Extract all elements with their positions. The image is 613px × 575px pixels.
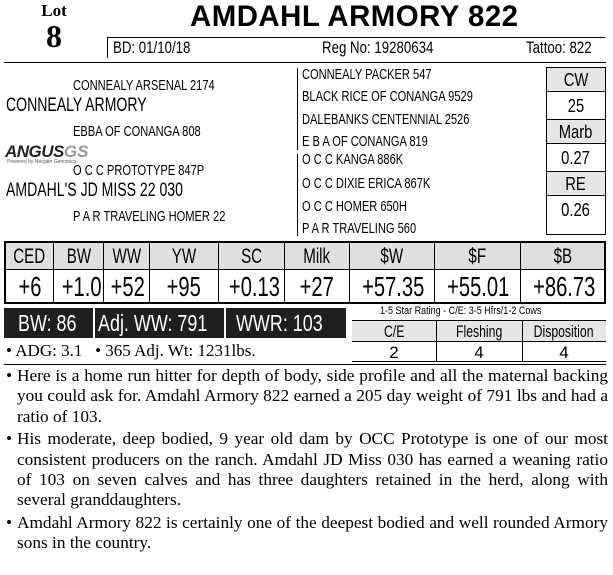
performance-bar [4,308,346,338]
adg: • ADG: 3.1 [6,341,83,360]
score-header-disposition: Disposition [522,321,606,342]
epd-header-f-index: $F [435,243,521,270]
performance-divider [224,308,226,338]
pedigree-right-2: BLACK RICE OF CONANGA 9529 [302,88,473,105]
pedigree-right-8: P A R TRAVELING 560 [302,220,417,237]
pedigree-sire-dam: EBBA OF CONANGA 808 [73,123,201,140]
carcass-marb-label: Marb [547,120,605,144]
pedigree-dam: AMDAHL'S JD MISS 22 030 [6,180,183,201]
carcass-cw-label: CW [547,68,605,92]
epd-header-ced: CED [6,243,54,270]
lot-number: 8 [46,18,62,54]
scores-table [352,320,606,362]
epd-header-sc: SC [219,243,285,270]
score-header-fleshing: Fleshing [436,321,522,342]
notes-divider [4,364,606,365]
epd-value-f-index: +55.01 [435,270,521,302]
epd-value-sc: +0.13 [219,270,285,302]
pedigree-dam-sire: O C C PROTOTYPE 847P [73,162,205,179]
note-item: • Here is a home run hitter for depth of body, side profile and all the maternal backing you could ask for. Amdahl Armory 822 earned a 205 day weight of 791 lbs and had a ratio of 103. [6,366,608,426]
angus-logo-suffix: GS [63,142,89,161]
yearling-adjusted-weight: • 365 Adj. Wt: 1231lbs. [95,341,256,360]
epd-table [4,241,606,304]
registration-number: Reg No: 19280634 [322,38,434,57]
pedigree-right-4: E B A OF CONANGA 819 [302,133,428,150]
epd-value-milk: +27 [285,270,350,302]
pedigree-right-5: O C C KANGA 886K [302,151,404,168]
angus-gs-logo [5,142,89,168]
star-rating-note: 1-5 Star Rating - C/E: 3-5 Hfrs/1-2 Cows [380,305,542,317]
lot-label: Lot [41,1,67,20]
epd-header-bw: BW [54,243,104,270]
epd-value-b-index: +86.73 [533,271,596,302]
info-divider [107,38,108,58]
animal-name: AMDAHL ARMORY 822 [190,0,519,33]
section-divider [4,62,606,63]
score-divider [522,321,523,361]
birth-weight: BW: 86 [18,310,77,336]
pedigree-right-7: O C C HOMER 650H [302,198,407,215]
angus-logo-word: ANGUS [5,142,64,161]
tattoo: Tattoo: 822 [526,38,592,57]
score-value-calving-ease: 2 [389,343,399,362]
sale-notes [6,366,608,556]
epd-header-yw: YW [150,243,219,270]
epd-header-milk: Milk [285,243,350,270]
performance-divider [93,308,95,338]
pedigree-sire-sire: CONNEALY ARSENAL 2174 [73,77,215,94]
score-value-disposition: 4 [559,343,569,362]
birth-date: BD: 01/10/18 [113,38,191,57]
epd-value-ced: +6 [6,270,54,302]
carcass-re-label: RE [547,172,605,196]
carcass-epd-panel [546,67,606,235]
epd-value-w-index: +57.35 [350,270,435,302]
growth-stats [6,341,256,361]
lot-box [4,2,104,58]
carcass-re-value: 0.26 [561,200,591,220]
pedigree-bracket-bottom [297,154,298,236]
angus-logo-tagline: Powered by Neogen Genomics [7,159,77,165]
pedigree-bracket-top [297,68,298,150]
epd-value-yw: +95 [150,270,219,302]
score-header-calving-ease: C/E [352,321,436,342]
note-item: • His moderate, deep bodied, 9 year old dam by OCC Prototype is one of our most consistent producers on the ranch. Amdahl JD Miss 030 has earned a weaning ratio of 103 on seven calves and has three daughters retained in the herd, along with several granddaughters. [6,429,608,510]
epd-header-b-index: $B [521,243,604,270]
weaning-weight-ratio: WWR: 103 [236,310,323,336]
score-divider [436,321,437,361]
pedigree-sire: CONNEALY ARMORY [6,95,147,116]
epd-value-ww: +52 [104,270,150,302]
pedigree-dam-dam: P A R TRAVELING HOMER 22 [73,208,226,225]
epd-header-ww: WW [104,243,150,270]
epd-header-w-index: $W [350,243,435,270]
pedigree-right-3: DALEBANKS CENTENNIAL 2526 [302,111,470,128]
carcass-marb-value: 0.27 [547,144,605,172]
carcass-cw-value: 25 [547,92,605,120]
pedigree-right-6: O C C DIXIE ERICA 867K [302,175,431,192]
score-value-fleshing: 4 [474,343,484,362]
epd-value-bw: +1.0 [54,270,104,302]
pedigree-right-1: CONNEALY PACKER 547 [302,66,432,83]
adjusted-weaning-weight: Adj. WW: 791 [98,310,208,336]
note-item: • Amdahl Armory 822 is certainly one of the deepest bodied and well rounded Armory sons in the country. [6,512,608,553]
